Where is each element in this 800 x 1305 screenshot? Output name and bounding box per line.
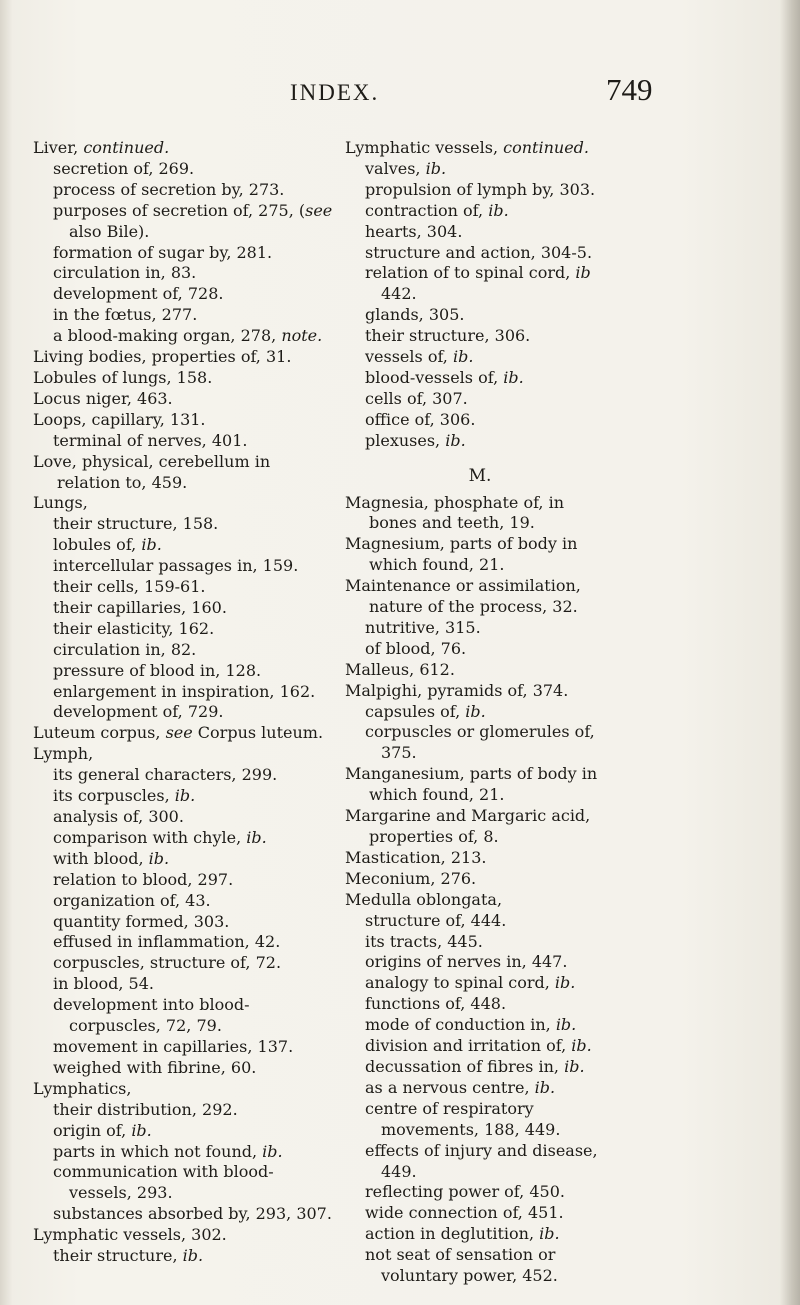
index-subentry — [345, 1203, 615, 1224]
index-subentry — [33, 577, 333, 598]
index-subentry — [33, 535, 333, 556]
entry-text: corpuscles, structure of, 72. — [53, 953, 282, 973]
entry-text: effused in inflammation, 42. — [53, 932, 281, 952]
entry-text: its tracts, 445. — [365, 931, 483, 951]
index-entry — [33, 410, 333, 431]
index-subentry — [33, 661, 333, 682]
entry-text: corpuscles or glomerules of, 375. — [365, 722, 595, 763]
entry-text: ib. — [445, 430, 466, 450]
entry-text: their cells, 159-61. — [53, 577, 206, 597]
index-subentry — [345, 326, 615, 347]
entry-text: centre of respiratory movements, 188, 449. — [365, 1098, 561, 1139]
entry-text: glands, 305. — [365, 305, 465, 325]
index-entry — [33, 1225, 333, 1246]
index-subentry — [345, 618, 615, 639]
entry-text: ib. — [131, 1120, 152, 1140]
entry-text: its general characters, 299. — [53, 765, 278, 785]
index-subentry — [345, 1057, 615, 1078]
entry-text: Liver, — [33, 138, 84, 157]
index-entry — [345, 681, 615, 702]
entry-text: circulation in, 82. — [53, 639, 197, 659]
index-entry — [345, 890, 615, 911]
entry-text: ib — [575, 263, 591, 283]
index-subentry — [33, 702, 333, 723]
entry-text: of blood, 76. — [365, 638, 467, 658]
entry-text: purposes of secretion of, 275, ( — [53, 200, 306, 220]
index-subentry — [33, 995, 333, 1037]
entry-text: substances absorbed by, 293, 307. — [53, 1204, 332, 1224]
index-subentry — [345, 263, 615, 305]
entry-text: cells of, 307. — [365, 388, 468, 408]
entry-text: Malleus, 612. — [345, 659, 455, 679]
entry-text: Loops, capillary, 131. — [33, 409, 206, 429]
entry-text: quantity formed, 303. — [53, 911, 230, 931]
entry-text: lobules of, — [53, 535, 142, 555]
entry-text: process of secretion by, 273. — [53, 179, 285, 199]
entry-text: not seat of sensation or voluntary power, 452. — [365, 1245, 558, 1286]
index-entry — [345, 848, 615, 869]
entry-text: wide connection of, 451. — [365, 1203, 564, 1223]
entry-text: ib. — [148, 848, 170, 868]
entry-text: Living bodies, properties of, 31. — [33, 347, 292, 367]
entry-text: Maintenance or assimilation, nature of the process, 32. — [345, 576, 581, 617]
index-subentry — [33, 912, 333, 933]
index-subentry — [33, 431, 333, 452]
index-entry — [345, 806, 615, 848]
entry-text: secretion of, 269. — [53, 158, 195, 178]
entry-text: vessels of, — [365, 347, 453, 367]
index-entry — [33, 368, 333, 389]
section-letter — [345, 452, 615, 493]
index-subentry — [345, 952, 615, 973]
entry-text: effects of injury and disease, 449. — [365, 1140, 598, 1181]
index-entry — [345, 660, 615, 681]
index-subentry — [33, 828, 333, 849]
entry-text: Magnesium, parts of body in which found, 21. — [345, 534, 578, 575]
entry-text: ib. — [182, 1246, 204, 1266]
entry-text: in blood, 54. — [53, 974, 154, 994]
index-entry — [33, 452, 333, 494]
index-subentry — [345, 973, 615, 994]
index-entry — [33, 347, 333, 368]
entry-text: note. — [281, 326, 323, 346]
entry-text: structure and action, 304-5. — [365, 242, 593, 262]
entry-text: with blood, — [53, 848, 149, 868]
entry-text: Manganesium, parts of body in which found, 21. — [345, 764, 598, 805]
index-subentry — [345, 201, 615, 222]
entry-text: M. — [468, 465, 492, 486]
entry-text: Margarine and Margaric acid, properties of, 8. — [345, 806, 591, 846]
entry-text: circulation in, 83. — [53, 263, 197, 283]
index-subentry — [33, 159, 333, 180]
entry-text: development into blood-corpuscles, 72, 79. — [53, 995, 250, 1036]
entry-text: their distribution, 292. — [53, 1099, 238, 1119]
index-subentry — [33, 1121, 333, 1142]
index-entry — [33, 1079, 333, 1100]
index-subentry — [33, 640, 333, 661]
entry-text: Lungs, — [33, 493, 88, 513]
entry-text: Locus niger, 463. — [33, 388, 173, 408]
entry-text: its corpuscles, — [53, 786, 175, 806]
index-entry — [345, 869, 615, 890]
page-header — [0, 72, 800, 116]
entry-text: reflecting power of, 450. — [365, 1182, 565, 1202]
entry-text: Meconium, 276. — [345, 868, 477, 888]
entry-text: ib. — [503, 367, 524, 387]
entry-text: division and irritation of, — [365, 1036, 572, 1056]
index-subentry — [33, 598, 333, 619]
entry-text: development of, 728. — [53, 284, 224, 304]
entry-text: origin of, — [53, 1120, 132, 1140]
index-subentry — [345, 305, 615, 326]
index-subentry — [33, 807, 333, 828]
entry-text: relation to blood, 297. — [53, 869, 234, 889]
entry-text: Love, physical, cerebellum in relation to, 459. — [33, 451, 271, 492]
entry-text: continued. — [503, 138, 589, 157]
entry-text: decussation of fibres in, — [365, 1056, 565, 1076]
index-subentry — [345, 1245, 615, 1287]
entry-text: enlargement in inspiration, 162. — [53, 681, 316, 701]
entry-text: Lobules of lungs, 158. — [33, 367, 213, 387]
index-subentry — [33, 891, 333, 912]
entry-text: ib. — [465, 701, 486, 721]
entry-text: Lymphatic vessels, — [345, 138, 504, 157]
entry-text: parts in which not found, — [53, 1141, 263, 1161]
entry-text: ib. — [534, 1077, 556, 1097]
entry-text: analogy to spinal cord, — [365, 973, 555, 993]
index-subentry — [33, 682, 333, 703]
entry-text: formation of sugar by, 281. — [53, 242, 273, 262]
index-subentry — [345, 1141, 615, 1183]
entry-text: see — [305, 200, 333, 220]
index-column-right — [345, 138, 615, 1287]
entry-text: structure of, 444. — [365, 910, 507, 930]
entry-text: Medulla oblongata, — [345, 889, 503, 909]
entry-text: ib. — [571, 1036, 592, 1056]
entry-text: Corpus luteum. — [192, 723, 324, 743]
index-subentry — [345, 994, 615, 1015]
entry-text: pressure of blood in, 128. — [53, 660, 262, 680]
index-subentry — [33, 786, 333, 807]
entry-text: terminal of nerves, 401. — [53, 430, 248, 450]
entry-text: their elasticity, 162. — [53, 618, 215, 638]
index-subentry — [345, 1015, 615, 1036]
entry-text: continued. — [83, 138, 170, 157]
index-entry — [33, 138, 333, 159]
running-title: INDEX. — [290, 80, 380, 105]
entry-text: Malpighi, pyramids of, 374. — [345, 680, 569, 700]
index-subentry — [345, 159, 615, 180]
entry-text: ib. — [174, 786, 196, 806]
entry-text: office of, 306. — [365, 409, 476, 429]
index-subentry — [33, 1204, 333, 1225]
entry-text: ib. — [452, 347, 474, 367]
index-subentry — [33, 1058, 333, 1079]
entry-text: comparison with chyle, — [53, 827, 247, 847]
entry-text: ib. — [488, 200, 509, 220]
index-column-left — [33, 138, 333, 1267]
entry-text: Lymphatic vessels, 302. — [33, 1225, 227, 1245]
index-subentry — [345, 702, 615, 723]
entry-text: hearts, 304. — [365, 221, 463, 241]
index-subentry — [33, 619, 333, 640]
index-subentry — [33, 932, 333, 953]
index-entry — [345, 576, 615, 618]
index-subentry — [33, 201, 333, 243]
entry-text: development of, 729. — [53, 702, 224, 722]
index-subentry — [345, 911, 615, 932]
index-subentry — [345, 1078, 615, 1099]
index-subentry — [33, 263, 333, 284]
index-subentry — [33, 765, 333, 786]
index-subentry — [345, 1224, 615, 1245]
entry-text: functions of, 448. — [365, 994, 507, 1014]
entry-text: Lymph, — [33, 744, 94, 764]
entry-text: ib. — [141, 535, 162, 555]
entry-text: nutritive, 315. — [365, 617, 481, 637]
index-entry — [345, 138, 615, 159]
index-entry — [345, 764, 615, 806]
entry-text: ib. — [262, 1141, 283, 1161]
index-entry — [345, 534, 615, 576]
entry-text: see — [165, 723, 193, 743]
entry-text: their structure, — [53, 1246, 183, 1266]
page-gutter-left — [0, 0, 12, 1305]
index-subentry — [33, 953, 333, 974]
index-subentry — [33, 849, 333, 870]
entry-text: blood-vessels of, — [365, 367, 504, 387]
index-subentry — [33, 305, 333, 326]
entry-text: ib. — [564, 1056, 585, 1076]
index-subentry — [345, 410, 615, 431]
entry-text: ib. — [539, 1224, 560, 1244]
entry-text: Magnesia, phosphate of, in bones and teeth, 19. — [345, 492, 565, 533]
index-subentry — [33, 514, 333, 535]
index-subentry — [345, 347, 615, 368]
index-subentry — [345, 1099, 615, 1141]
index-subentry — [33, 1246, 333, 1267]
entry-text: capsules of, — [365, 701, 466, 721]
entry-text: also Bile). — [69, 221, 150, 241]
index-subentry — [345, 368, 615, 389]
entry-text: a blood-making organ, 278, — [53, 326, 282, 346]
index-subentry — [33, 326, 333, 347]
entry-text: 442. — [381, 284, 417, 304]
index-subentry — [33, 1142, 333, 1163]
page-edge-right — [780, 0, 800, 1305]
index-subentry — [345, 389, 615, 410]
entry-text: ib. — [425, 158, 447, 178]
entry-text: action in deglutition, — [365, 1224, 540, 1244]
index-subentry — [33, 1100, 333, 1121]
index-subentry — [33, 870, 333, 891]
index-subentry — [345, 431, 615, 452]
entry-text: intercellular passages in, 159. — [53, 556, 299, 576]
entry-text: Lymphatics, — [33, 1078, 132, 1098]
entry-text: origins of nerves in, 447. — [365, 952, 568, 972]
entry-text: as a nervous centre, — [365, 1077, 535, 1097]
entry-text: ib. — [554, 973, 576, 993]
index-subentry — [345, 639, 615, 660]
index-subentry — [33, 284, 333, 305]
entry-text: their capillaries, 160. — [53, 597, 227, 617]
entry-text: mode of conduction in, — [365, 1015, 556, 1035]
index-subentry — [345, 1036, 615, 1057]
index-subentry — [345, 722, 615, 764]
index-entry — [33, 723, 333, 744]
entry-text: organization of, 43. — [53, 890, 211, 910]
index-entry — [33, 744, 333, 765]
entry-text: weighed with fibrine, 60. — [53, 1057, 257, 1077]
entry-text: contraction of, — [365, 200, 489, 220]
page-number: 749 — [606, 72, 653, 107]
index-subentry — [33, 243, 333, 264]
index-subentry — [33, 1162, 333, 1204]
index-subentry — [33, 556, 333, 577]
entry-text: plexuses, — [365, 430, 446, 450]
entry-text: communication with blood-vessels, 293. — [53, 1162, 274, 1203]
entry-text: propulsion of lymph by, 303. — [365, 179, 596, 199]
index-subentry — [33, 1037, 333, 1058]
entry-text: in the fœtus, 277. — [53, 305, 198, 325]
index-entry — [33, 493, 333, 514]
index-subentry — [345, 1182, 615, 1203]
entry-text: movement in capillaries, 137. — [53, 1036, 294, 1056]
index-subentry — [345, 180, 615, 201]
index-entry — [345, 493, 615, 535]
index-subentry — [33, 974, 333, 995]
entry-text: relation of to spinal cord, — [365, 263, 576, 283]
entry-text: ib. — [555, 1015, 577, 1035]
entry-text: valves, — [365, 158, 426, 178]
entry-text: Mastication, 213. — [345, 847, 487, 867]
entry-text: analysis of, 300. — [53, 807, 184, 826]
entry-text: their structure, 306. — [365, 326, 531, 346]
entry-text: ib. — [246, 827, 267, 847]
entry-text: their structure, 158. — [53, 514, 219, 534]
index-subentry — [33, 180, 333, 201]
index-subentry — [345, 932, 615, 953]
index-subentry — [345, 222, 615, 243]
index-entry — [33, 389, 333, 410]
entry-text: Luteum corpus, — [33, 723, 166, 743]
index-subentry — [345, 243, 615, 264]
